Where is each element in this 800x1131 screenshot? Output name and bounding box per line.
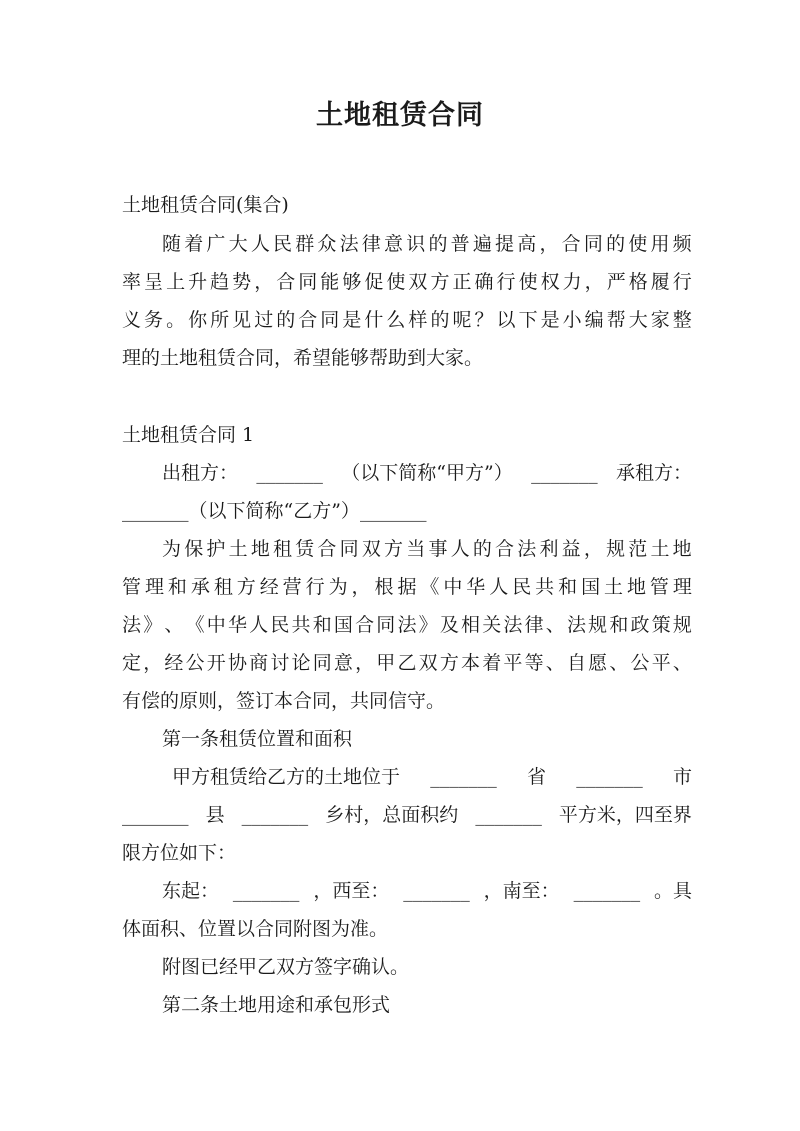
- intro-line-4: 理的土地租赁合同，希望能够帮助到大家。: [122, 347, 484, 369]
- glyph: 据: [397, 576, 417, 598]
- glyph: 论: [291, 652, 311, 674]
- glyph: ，: [583, 538, 603, 560]
- glyph: ？: [474, 309, 494, 331]
- glyph: 方: [439, 652, 459, 674]
- glyph: 的: [276, 309, 296, 331]
- glyph: 确: [474, 271, 494, 293]
- glyph: 趋: [210, 271, 230, 293]
- glyph: 人: [249, 614, 269, 636]
- glyph: 行: [305, 576, 325, 598]
- document-subtitle: 土地租赁合同(集合): [122, 194, 289, 216]
- purpose-line-2: [122, 573, 692, 601]
- glyph: 为: [162, 538, 182, 560]
- boundary-tail: 。具: [653, 880, 692, 902]
- glyph: 够: [342, 271, 362, 293]
- purpose-line-5: 有偿的原则，签订本合同，共同信守。: [122, 690, 446, 712]
- glyph: 法: [397, 614, 417, 636]
- glyph: 么: [386, 309, 406, 331]
- glyph: 中: [206, 614, 226, 636]
- glyph: 和: [312, 614, 332, 636]
- glyph: 方: [236, 576, 256, 598]
- glyph: 根: [374, 576, 394, 598]
- glyph: 上: [166, 271, 186, 293]
- glyph: 行: [496, 271, 516, 293]
- intro-text-2: [122, 268, 692, 296]
- glyph: 华: [227, 614, 247, 636]
- glyph: 双: [361, 538, 381, 560]
- glyph: 《: [420, 576, 440, 598]
- glyph: 同: [583, 233, 603, 255]
- village-area-label: 乡村，总面积约: [325, 804, 459, 826]
- glyph: 民: [512, 576, 532, 598]
- glyph: 着: [482, 652, 502, 674]
- article-2-heading: 第二条土地用途和承包形式: [162, 994, 391, 1016]
- glyph: 整: [672, 309, 692, 331]
- glyph: 家: [650, 309, 670, 331]
- glyph: 同: [312, 652, 332, 674]
- glyph: 民: [270, 614, 290, 636]
- glyph: 协: [227, 652, 247, 674]
- glyph: 利: [539, 538, 559, 560]
- glyph: 营: [282, 576, 302, 598]
- glyph: 国: [333, 614, 353, 636]
- lessor-alias: （以下简称“甲方”）: [341, 462, 513, 484]
- glyph: 以: [496, 309, 516, 331]
- glyph: 地: [250, 538, 270, 560]
- glyph: ，: [143, 652, 163, 674]
- purpose-text-1: [162, 535, 692, 563]
- glyph: 严: [606, 271, 626, 293]
- glyph: 、: [545, 652, 565, 674]
- glyph: 遍: [472, 233, 492, 255]
- glyph: 的: [430, 309, 450, 331]
- area-unit-label: 平方米，四至界: [558, 804, 692, 826]
- intro-line-3: [122, 306, 692, 334]
- location-text-1: 甲方租赁给乙方的土地位于: [172, 766, 401, 788]
- boundary-line-1: [162, 877, 692, 905]
- glyph: 和: [609, 614, 629, 636]
- glyph: 人: [450, 538, 470, 560]
- glyph: 的: [428, 233, 448, 255]
- glyph: 平: [503, 652, 523, 674]
- glyph: 群: [295, 233, 315, 255]
- west-label: ，西至：: [313, 880, 390, 902]
- glyph: 地: [672, 538, 692, 560]
- glyph: 同: [320, 309, 340, 331]
- glyph: 同: [298, 271, 318, 293]
- village-blank: _______: [241, 804, 309, 826]
- glyph: 法: [339, 233, 359, 255]
- glyph: 范: [628, 538, 648, 560]
- glyph: 力: [562, 271, 582, 293]
- glyph: 高: [517, 233, 537, 255]
- glyph: 公: [630, 652, 650, 674]
- glyph: 是: [342, 309, 362, 331]
- purpose-text-2: [122, 573, 692, 601]
- glyph: 华: [466, 576, 486, 598]
- glyph: 小: [562, 309, 582, 331]
- glyph: 保: [184, 538, 204, 560]
- lessor-line: [162, 459, 692, 487]
- glyph: 政: [630, 614, 650, 636]
- glyph: 是: [540, 309, 560, 331]
- province-blank: _______: [430, 766, 497, 788]
- intro-line-2: [122, 268, 692, 296]
- glyph: ，: [351, 576, 371, 598]
- glyph: 合: [298, 309, 318, 331]
- glyph: 管: [122, 576, 142, 598]
- lessor-blank-2: _______: [531, 462, 598, 484]
- purpose-text-4: [122, 649, 692, 677]
- glyph: 等: [524, 652, 544, 674]
- city-blank: _______: [576, 766, 643, 788]
- county-label: 县: [205, 804, 225, 826]
- glyph: 《: [185, 614, 205, 636]
- glyph: 众: [317, 233, 337, 255]
- glyph: 、: [545, 614, 565, 636]
- glyph: 促: [364, 271, 384, 293]
- intro-text-1: [162, 230, 692, 258]
- glyph: 势: [232, 271, 252, 293]
- glyph: 方: [384, 538, 404, 560]
- glyph: 经: [259, 576, 279, 598]
- glyph: 、: [609, 652, 629, 674]
- glyph: 、: [672, 652, 692, 674]
- glyph: 行: [672, 271, 692, 293]
- lessor-label: 出租方：: [162, 462, 239, 484]
- glyph: 过: [254, 309, 274, 331]
- glyph: 频: [672, 233, 692, 255]
- glyph: 格: [628, 271, 648, 293]
- glyph: 地: [626, 576, 646, 598]
- glyph: 事: [428, 538, 448, 560]
- glyph: 》: [143, 614, 163, 636]
- glyph: 护: [206, 538, 226, 560]
- glyph: 意: [333, 652, 353, 674]
- glyph: 履: [650, 271, 670, 293]
- glyph: 国: [581, 576, 601, 598]
- glyph: 》: [418, 614, 438, 636]
- lessor-blank: _______: [256, 462, 323, 484]
- glyph: 规: [672, 614, 692, 636]
- glyph: 率: [122, 271, 142, 293]
- document-title: 土地租赁合同: [316, 100, 484, 131]
- county-blank: _______: [122, 804, 189, 826]
- glyph: 及: [439, 614, 459, 636]
- glyph: 讨: [270, 652, 290, 674]
- location-line-1: [172, 763, 692, 791]
- annex-note: 附图已经甲乙双方签字确认。: [162, 956, 410, 978]
- glyph: 律: [524, 614, 544, 636]
- glyph: 共: [535, 576, 555, 598]
- glyph: 。: [166, 309, 186, 331]
- glyph: ，: [355, 652, 375, 674]
- glyph: 能: [320, 271, 340, 293]
- lessee-line: [122, 497, 692, 525]
- area-blank: _______: [475, 804, 542, 826]
- glyph: 租: [213, 576, 233, 598]
- glyph: 为: [328, 576, 348, 598]
- glyph: 当: [406, 538, 426, 560]
- glyph: 同: [376, 614, 396, 636]
- glyph: 大: [628, 309, 648, 331]
- province-label: 省: [526, 766, 546, 788]
- glyph: 人: [489, 576, 509, 598]
- glyph: 乙: [397, 652, 417, 674]
- glyph: 租: [273, 538, 293, 560]
- location-line-3: 限方位如下：: [122, 842, 237, 864]
- glyph: 商: [249, 652, 269, 674]
- glyph: 法: [517, 538, 537, 560]
- glyph: ，: [539, 233, 559, 255]
- glyph: 经: [164, 652, 184, 674]
- glyph: 权: [540, 271, 560, 293]
- glyph: 正: [452, 271, 472, 293]
- glyph: 法: [122, 614, 142, 636]
- glyph: 大: [228, 233, 248, 255]
- glyph: 策: [651, 614, 671, 636]
- glyph: 合: [276, 271, 296, 293]
- glyph: 合: [317, 538, 337, 560]
- west-blank: _______: [403, 880, 470, 902]
- glyph: 下: [518, 309, 538, 331]
- glyph: 意: [384, 233, 404, 255]
- glyph: 样: [408, 309, 428, 331]
- glyph: 中: [443, 576, 463, 598]
- glyph: 所: [210, 309, 230, 331]
- glyph: 、: [164, 614, 184, 636]
- glyph: 和: [558, 576, 578, 598]
- glyph: 承: [190, 576, 210, 598]
- glyph: 法: [566, 614, 586, 636]
- glyph: 见: [232, 309, 252, 331]
- glyph: 使: [518, 271, 538, 293]
- glyph: 广: [206, 233, 226, 255]
- glyph: 平: [651, 652, 671, 674]
- glyph: 定: [122, 652, 142, 674]
- glyph: 律: [361, 233, 381, 255]
- glyph: 规: [588, 614, 608, 636]
- glyph: 着: [184, 233, 204, 255]
- glyph: 你: [188, 309, 208, 331]
- glyph: 升: [188, 271, 208, 293]
- glyph: 双: [418, 652, 438, 674]
- glyph: 义: [122, 309, 142, 331]
- boundary-line-2: 体面积、位置以合同附图为准。: [122, 918, 389, 940]
- east-label: 东起：: [162, 880, 220, 902]
- purpose-line-3: [122, 611, 692, 639]
- glyph: 编: [584, 309, 604, 331]
- glyph: 土: [604, 576, 624, 598]
- glyph: 益: [561, 538, 581, 560]
- lessee-label: 承租方：: [615, 462, 692, 484]
- intro-line-1: [162, 230, 692, 258]
- purpose-line-4: [122, 649, 692, 677]
- glyph: 使: [628, 233, 648, 255]
- glyph: 随: [162, 233, 182, 255]
- glyph: 什: [364, 309, 384, 331]
- glyph: 合: [355, 614, 375, 636]
- glyph: 同: [339, 538, 359, 560]
- glyph: 合: [561, 233, 581, 255]
- location-line-2: [122, 801, 692, 829]
- intro-text-3: [122, 306, 692, 334]
- glyph: 提: [495, 233, 515, 255]
- east-blank: _______: [232, 880, 300, 902]
- glyph: ，: [584, 271, 604, 293]
- glyph: 土: [650, 538, 670, 560]
- glyph: 呈: [144, 271, 164, 293]
- glyph: 管: [649, 576, 669, 598]
- glyph: 愿: [588, 652, 608, 674]
- glyph: 关: [482, 614, 502, 636]
- glyph: 普: [450, 233, 470, 255]
- glyph: 理: [672, 576, 692, 598]
- glyph: 人: [250, 233, 270, 255]
- glyph: ，: [254, 271, 274, 293]
- lessee-blank: _______: [122, 500, 189, 522]
- glyph: 识: [406, 233, 426, 255]
- glyph: 的: [472, 538, 492, 560]
- glyph: 和: [167, 576, 187, 598]
- glyph: 使: [386, 271, 406, 293]
- purpose-text-3: [122, 611, 692, 639]
- glyph: 规: [606, 538, 626, 560]
- glyph: 合: [495, 538, 515, 560]
- glyph: 法: [503, 614, 523, 636]
- south-label: ，南至：: [483, 880, 560, 902]
- glyph: 开: [206, 652, 226, 674]
- article-1-heading: 第一条租赁位置和面积: [162, 728, 353, 750]
- glyph: 自: [566, 652, 586, 674]
- glyph: 务: [144, 309, 164, 331]
- glyph: 用: [650, 233, 670, 255]
- city-label: 市: [672, 766, 692, 788]
- glyph: 呢: [452, 309, 472, 331]
- glyph: 理: [144, 576, 164, 598]
- glyph: 本: [461, 652, 481, 674]
- purpose-line-1: [162, 535, 692, 563]
- lessee-alias: （以下简称“乙方”）: [188, 500, 360, 522]
- glyph: 双: [408, 271, 428, 293]
- glyph: 帮: [606, 309, 626, 331]
- glyph: 方: [430, 271, 450, 293]
- glyph: 共: [291, 614, 311, 636]
- glyph: 土: [228, 538, 248, 560]
- contract-heading: 土地租赁合同 1: [122, 424, 255, 446]
- south-blank: _______: [573, 880, 641, 902]
- glyph: 的: [606, 233, 626, 255]
- glyph: 相: [461, 614, 481, 636]
- glyph: 公: [185, 652, 205, 674]
- glyph: 赁: [295, 538, 315, 560]
- lessee-blank-2: _______: [359, 500, 427, 522]
- glyph: 甲: [376, 652, 396, 674]
- glyph: 民: [273, 233, 293, 255]
